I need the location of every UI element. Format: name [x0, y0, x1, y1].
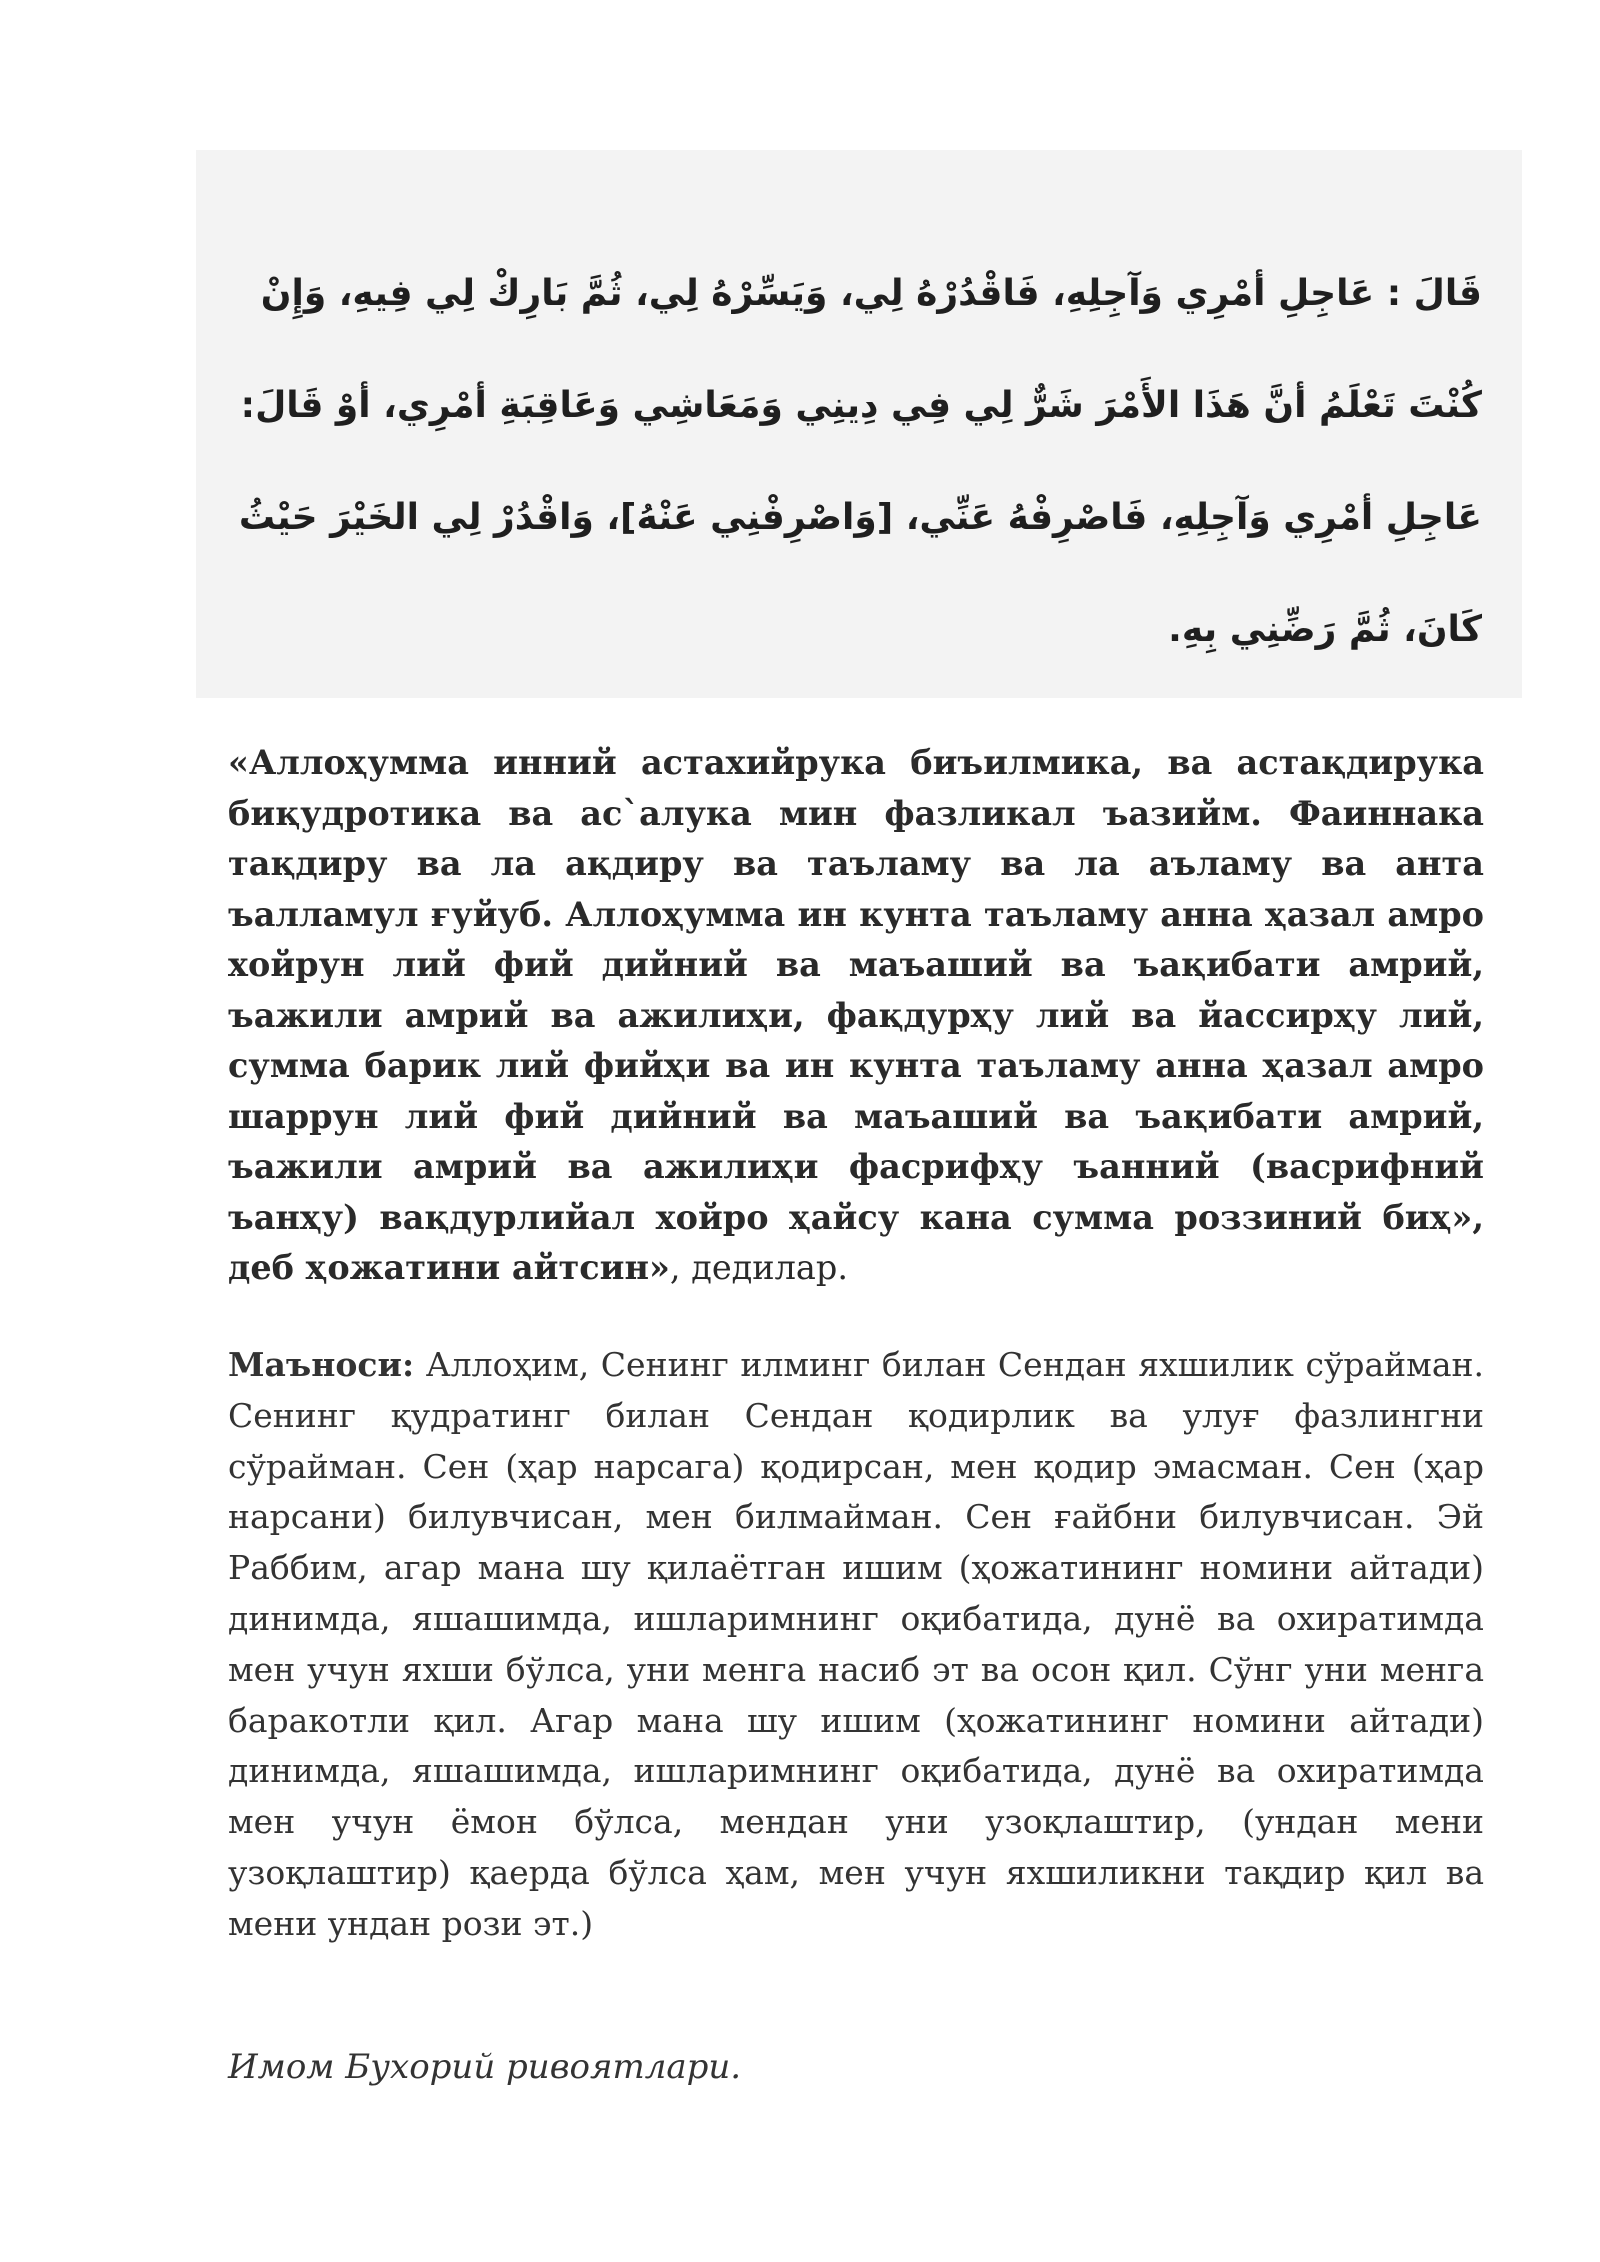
transliteration-paragraph: [228, 738, 1484, 1294]
meaning-paragraph: [228, 1340, 1484, 1950]
meaning-text: Аллоҳим, Сенинг илминг билан Сендан яхшилик сўрайман. Сенинг қудратинг билан Сендан қодирлик ва улуғ фазлингни сўрайман. Сен (ҳар нарсага) қодирсан, мен қодир эмасман. Сен (ҳар нарсани) билувчисан, мен билмайман. Сен ғайбни билувчисан. Эй Раббим, агар мана шу қилаётган ишим (ҳожатининг номини айтади) динимда, яшашимда, ишларимнинг оқибатида, дунё ва охиратимда мен учун яхши бўлса, уни менга насиб эт ва осон қил. Сўнг уни менга баракотли қил. Агар мана шу ишим (ҳожатининг номини айтади) динимда, яшашимда, ишларимнинг оқибатида, дунё ва охиратимда мен учун ёмон бўлса, мендан уни узоқлаштир, (ундан мени узоқлаштир) қаерда бўлса ҳам, мен учун яхшиликни тақдир қил ва мени ундан рози эт.): [228, 1345, 1484, 1943]
transliteration-normal-text: , дедилар.: [669, 1248, 848, 1287]
meaning-label: Маъноси:: [228, 1345, 415, 1384]
arabic-text-block: [196, 150, 1522, 698]
arabic-line-4: كَانَ، ثُمَّ رَضِّنِي بِهِ.: [1168, 609, 1482, 650]
source-citation: Имом Бухорий ривоятлари.: [228, 2047, 742, 2087]
arabic-line-2: كُنْتَ تَعْلَمُ أنَّ هَذَا الأَمْرَ شَرٌّ لِي فِي دِينِي وَمَعَاشِي وَعَاقِبَةِ أمْرِي، أوْ قَالَ:: [240, 385, 1482, 426]
transliteration-bold-text: «Аллоҳумма инний астахийрука биъилмика, ва астақдирука биқудротика ва ас`алука мин фазликал ъазийм. Фаиннака тақдиру ва ла ақдиру ва таъламу ва ла аъламу ва анта ъалламул ғуйуб. Аллоҳумма ин кунта таъламу анна ҳазал амро хойрун лий фий дийний ва маъаший ва ъақибати амрий, ъажили амрий ва ажилиҳи, фақдурҳу лий ва йассирҳу лий, сумма барик лий фийҳи ва ин кунта таъламу анна ҳазал амро шаррун лий фий дийний ва маъаший ва ъақибати амрий, ъажили амрий ва ажилиҳи фасрифҳу ъанний (васрифний ъанҳу) вақдурлийал хойро ҳайсу кана сумма роззиний биҳ», деб ҳожатини айтсин»: [228, 743, 1484, 1287]
arabic-line-3: عَاجِلِ أمْرِي وَآجِلِهِ، فَاصْرِفْهُ عَنِّي، [وَاصْرِفْنِي عَنْهُ]، وَاقْدُرْ لِي الخَيْرَ حَيْثُ: [238, 497, 1482, 538]
arabic-line-1: قَالَ : عَاجِلِ أمْرِي وَآجِلِهِ، فَاقْدُرْهُ لِي، وَيَسِّرْهُ لِي، ثُمَّ بَارِكْ لِي فِيهِ، وَإِنْ: [260, 273, 1482, 314]
